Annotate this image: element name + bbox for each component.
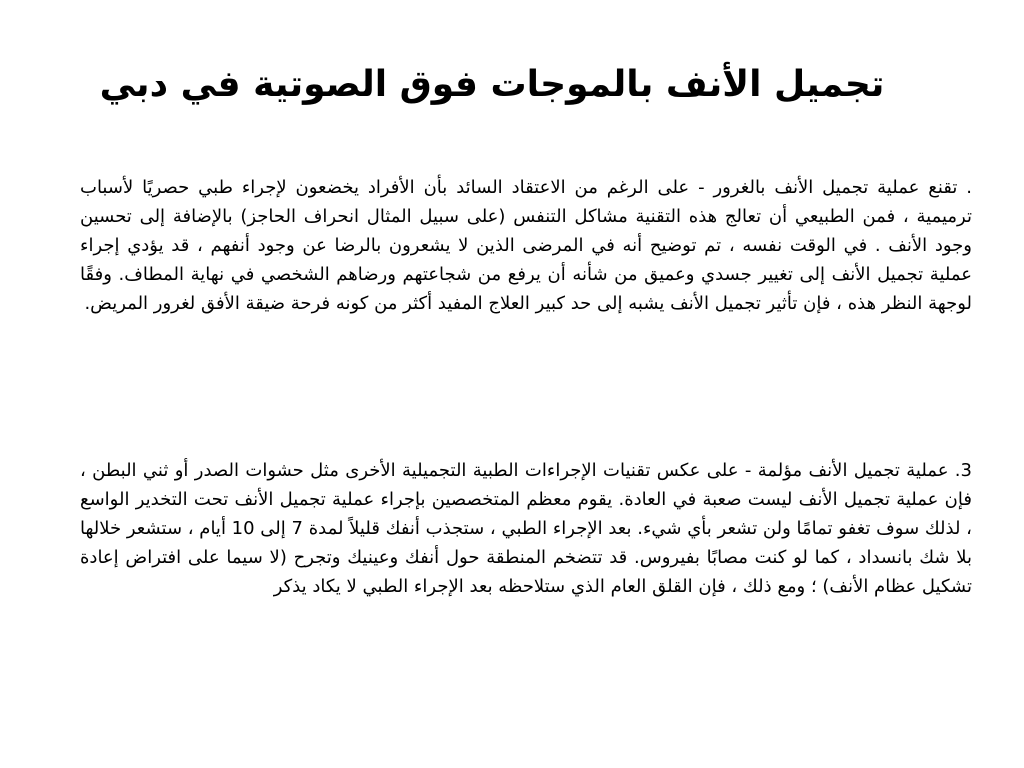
paragraph-2: 3. عملية تجميل الأنف مؤلمة - على عكس تقنيات الإجراءات الطبية التجميلية الأخرى مثل حشوات الصدر أو ثني البطن ، فإن عملية تجميل الأنف ليست صعبة في العادة. يقوم معظم المتخصصين بإجراء عملية تجميل الأنف تحت التخدير الواسع ، لذلك سوف تغفو تمامًا ولن تشعر بأي شيء. بعد الإجراء الطبي ، ستجذب أنفك قليلاً لمدة 7 إلى 10 أيام ، ستشعر خلالها بلا شك بانسداد ، كما لو كنت مصابًا بفيروس. قد تتضخم المنطقة حول أنفك وعينيك وتجرح (لا سيما على افتراض إعادة تشكيل عظام الأنف) ؛ ومع ذلك ، فإن القلق العام الذي ستلاحظه بعد الإجراء الطبي لا يكاد يذكر	[80, 460, 972, 597]
slide-title: تجميل الأنف بالموجات فوق الصوتية في دبي	[99, 64, 885, 105]
paragraph-1: . تقنع عملية تجميل الأنف بالغرور - على الرغم من الاعتقاد السائد بأن الأفراد يخضعون لإجراء طبي حصريًا لأسباب ترميمية ، فمن الطبيعي أن تعالج هذه التقنية مشاكل التنفس (على سبيل المثال انحراف الحاجز) بالإضافة إلى تحسين وجود الأنف . في الوقت نفسه ، تم توضيح أنه في المرضى الذين لا يشعرون بالرضا عن وجود أنفهم ، قد يؤدي إجراء عملية تجميل الأنف إلى تغيير جسدي وعميق من شأنه أن يرفع من شجاعتهم ورضاهم الشخصي في نهاية المطاف. وفقًا لوجهة النظر هذه ، فإن تأثير تجميل الأنف يشبه إلى حد كبير العلاج المفيد أكثر من كونه فرحة ضيقة الأفق لغرور المريض.	[80, 177, 972, 314]
